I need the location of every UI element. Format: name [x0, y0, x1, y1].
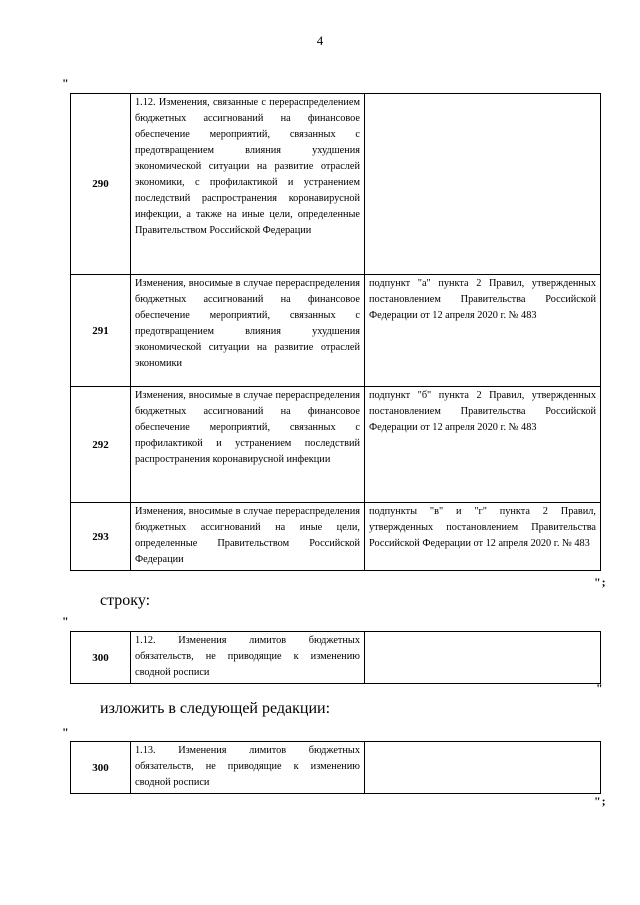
opening-quote: " — [62, 725, 70, 739]
table-row — [71, 275, 601, 387]
row-basis: подпункт "б" пункта 2 Правил, утвержденных постановлением Правительства Российской Федерации от 12 апреля 2020 г. № 483 — [365, 387, 601, 503]
row-code: 290 — [71, 94, 131, 275]
row-description: 1.12. Изменения лимитов бюджетных обязательств, не приводящие к изменению сводной росписи — [131, 632, 365, 684]
closing-quote: "; — [594, 794, 607, 808]
row-basis — [365, 632, 601, 684]
row-description: 1.12. Изменения, связанные с перераспределением бюджетных ассигнований на финансовое обеспечение мероприятий, связанных с предотвращением влияния ухудшения экономической ситуации на развитие отраслей экономики, с профилактикой и устранением последствий распространения коронавирусной инфекции, а также на иные цели, определенные Правительством Российской Федерации — [131, 94, 365, 275]
page-number: 4 — [316, 33, 324, 48]
table-row — [71, 632, 601, 684]
row-description: Изменения, вносимые в случае перераспределения бюджетных ассигнований на иные цели, определенные Правительством Российской Федерации — [131, 503, 365, 571]
table-row — [71, 94, 601, 275]
table-row — [71, 387, 601, 503]
closing-quote: " — [596, 681, 604, 695]
old-row-table — [70, 631, 601, 684]
row-basis: подпункт "а" пункта 2 Правил, утвержденных постановлением Правительства Российской Федерации от 12 апреля 2020 г. № 483 — [365, 275, 601, 387]
instruction-text: изложить в следующей редакции: — [100, 700, 331, 717]
table-row — [71, 742, 601, 794]
closing-quote: "; — [594, 575, 607, 589]
row-code: 300 — [71, 632, 131, 684]
row-description: Изменения, вносимые в случае перераспределения бюджетных ассигнований на финансовое обеспечение мероприятий, связанных с предотвращением влияния ухудшения экономической ситуации на развитие отраслей экономики — [131, 275, 365, 387]
row-description: 1.13. Изменения лимитов бюджетных обязательств, не приводящие к изменению сводной росписи — [131, 742, 365, 794]
row-description: Изменения, вносимые в случае перераспределения бюджетных ассигнований на финансовое обеспечение мероприятий, связанных с профилактикой и устранением последствий распространения коронавирусной инфекции — [131, 387, 365, 503]
new-row-table — [70, 741, 601, 794]
row-basis: подпункты "в" и "г" пункта 2 Правил, утвержденных постановлением Правительства Российской Федерации от 12 апреля 2020 г. № 483 — [365, 503, 601, 571]
instruction-text: строку: — [100, 592, 151, 609]
row-basis — [365, 94, 601, 275]
row-code: 291 — [71, 275, 131, 387]
opening-quote: " — [62, 614, 70, 628]
budget-changes-table — [70, 93, 601, 571]
row-code: 300 — [71, 742, 131, 794]
row-code: 292 — [71, 387, 131, 503]
row-code: 293 — [71, 503, 131, 571]
table-row — [71, 503, 601, 571]
opening-quote: " — [62, 76, 70, 90]
row-basis — [365, 742, 601, 794]
